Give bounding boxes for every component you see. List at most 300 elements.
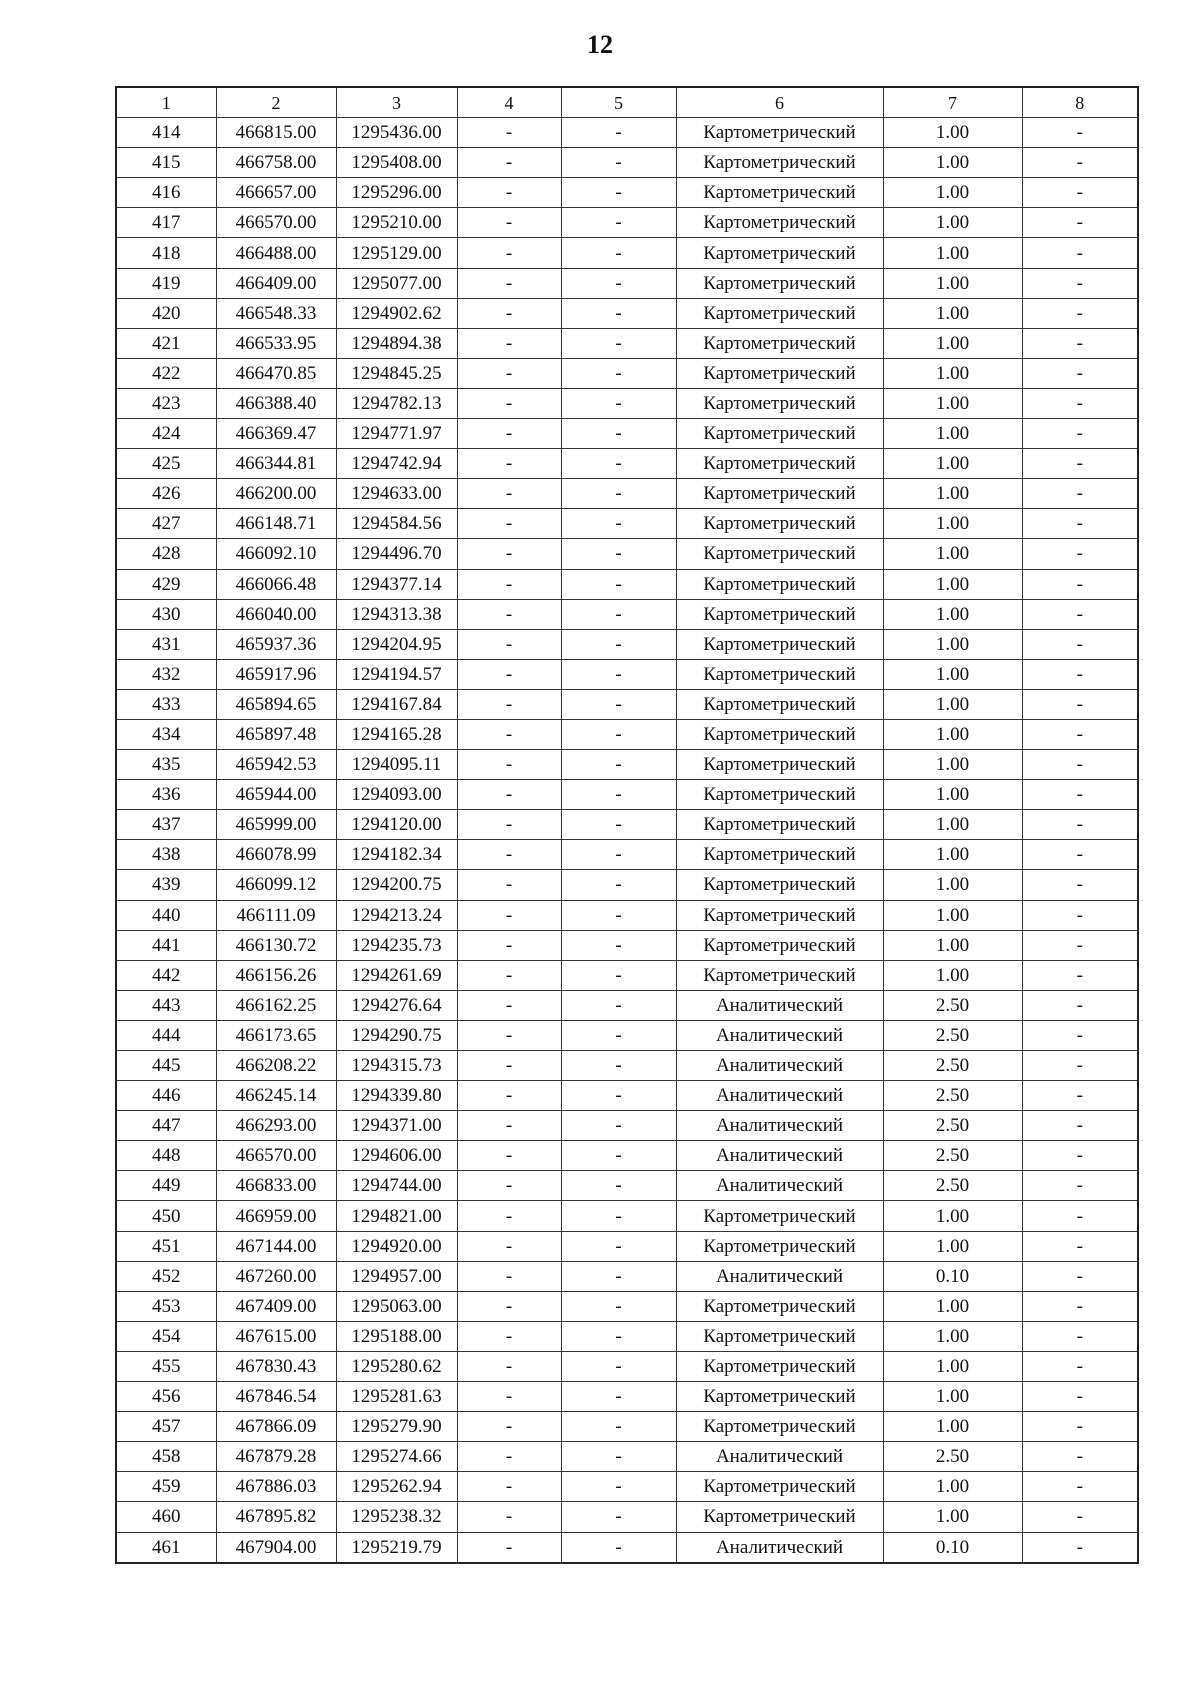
table-cell-col-4: - [457, 358, 561, 388]
table-cell-col-1: 432 [116, 659, 216, 689]
table-cell-col-8: - [1022, 1502, 1138, 1532]
table-row [116, 1351, 1138, 1381]
table-cell-col-4: - [457, 509, 561, 539]
table-row [116, 1532, 1138, 1563]
table-cell-col-4: - [457, 178, 561, 208]
table-cell-col-3: 1294261.69 [336, 960, 457, 990]
table-cell-col-3: 1294095.11 [336, 750, 457, 780]
table-cell-col-6: Аналитический [676, 1111, 883, 1141]
table-cell-col-5: - [561, 539, 676, 569]
table-cell-col-1: 429 [116, 569, 216, 599]
table-row [116, 810, 1138, 840]
table-cell-col-5: - [561, 118, 676, 148]
table-cell-col-8: - [1022, 479, 1138, 509]
table-cell-col-3: 1294371.00 [336, 1111, 457, 1141]
table-cell-col-1: 442 [116, 960, 216, 990]
table-cell-col-7: 1.00 [883, 629, 1022, 659]
column-header-3: 3 [336, 87, 457, 118]
table-cell-col-4: - [457, 659, 561, 689]
table-cell-col-2: 466488.00 [216, 238, 336, 268]
table-cell-col-4: - [457, 810, 561, 840]
table-cell-col-2: 466470.85 [216, 358, 336, 388]
table-cell-col-3: 1295210.00 [336, 208, 457, 238]
table-cell-col-5: - [561, 1442, 676, 1472]
table-cell-col-8: - [1022, 539, 1138, 569]
table-cell-col-2: 467846.54 [216, 1382, 336, 1412]
table-cell-col-3: 1294120.00 [336, 810, 457, 840]
table-cell-col-8: - [1022, 1111, 1138, 1141]
table-cell-col-1: 436 [116, 780, 216, 810]
column-header-2: 2 [216, 87, 336, 118]
table-cell-col-1: 439 [116, 870, 216, 900]
table-cell-col-4: - [457, 1382, 561, 1412]
table-cell-col-5: - [561, 1171, 676, 1201]
table-cell-col-2: 466111.09 [216, 900, 336, 930]
table-cell-col-8: - [1022, 388, 1138, 418]
table-cell-col-6: Картометрический [676, 810, 883, 840]
table-cell-col-4: - [457, 1111, 561, 1141]
table-cell-col-2: 466148.71 [216, 509, 336, 539]
table-cell-col-6: Картометрический [676, 780, 883, 810]
table-cell-col-5: - [561, 1141, 676, 1171]
table-cell-col-5: - [561, 689, 676, 719]
table-cell-col-4: - [457, 840, 561, 870]
table-cell-col-1: 437 [116, 810, 216, 840]
table-row [116, 930, 1138, 960]
table-cell-col-4: - [457, 1051, 561, 1081]
table-cell-col-5: - [561, 268, 676, 298]
table-cell-col-6: Картометрический [676, 388, 883, 418]
table-row [116, 629, 1138, 659]
table-cell-col-2: 466409.00 [216, 268, 336, 298]
table-cell-col-8: - [1022, 238, 1138, 268]
table-cell-col-7: 1.00 [883, 689, 1022, 719]
table-cell-col-6: Картометрический [676, 930, 883, 960]
table-cell-col-6: Картометрический [676, 449, 883, 479]
table-cell-col-4: - [457, 328, 561, 358]
table-cell-col-4: - [457, 990, 561, 1020]
table-cell-col-7: 1.00 [883, 1502, 1022, 1532]
table-cell-col-3: 1294165.28 [336, 719, 457, 749]
table-cell-col-6: Картометрический [676, 1502, 883, 1532]
table-cell-col-5: - [561, 1412, 676, 1442]
table-cell-col-1: 453 [116, 1291, 216, 1321]
table-row [116, 328, 1138, 358]
table-cell-col-7: 1.00 [883, 208, 1022, 238]
column-header-8: 8 [1022, 87, 1138, 118]
table-cell-col-8: - [1022, 900, 1138, 930]
table-cell-col-3: 1294167.84 [336, 689, 457, 719]
table-cell-col-1: 460 [116, 1502, 216, 1532]
table-cell-col-7: 2.50 [883, 1020, 1022, 1050]
table-cell-col-4: - [457, 1532, 561, 1563]
table-cell-col-3: 1295188.00 [336, 1321, 457, 1351]
table-cell-col-7: 1.00 [883, 810, 1022, 840]
table-cell-col-7: 1.00 [883, 539, 1022, 569]
column-header-6: 6 [676, 87, 883, 118]
table-cell-col-2: 465917.96 [216, 659, 336, 689]
table-row [116, 569, 1138, 599]
coordinates-table [115, 86, 1139, 1564]
table-cell-col-2: 467886.03 [216, 1472, 336, 1502]
table-cell-col-7: 1.00 [883, 1472, 1022, 1502]
table-cell-col-4: - [457, 569, 561, 599]
table-cell-col-2: 466570.00 [216, 1141, 336, 1171]
table-row [116, 1171, 1138, 1201]
table-cell-col-4: - [457, 900, 561, 930]
table-cell-col-2: 465894.65 [216, 689, 336, 719]
table-cell-col-7: 1.00 [883, 719, 1022, 749]
table-cell-col-4: - [457, 148, 561, 178]
table-cell-col-8: - [1022, 810, 1138, 840]
table-cell-col-6: Картометрический [676, 1382, 883, 1412]
table-cell-col-8: - [1022, 1231, 1138, 1261]
table-cell-col-6: Картометрический [676, 479, 883, 509]
table-cell-col-1: 425 [116, 449, 216, 479]
table-cell-col-6: Аналитический [676, 1261, 883, 1291]
table-cell-col-3: 1294894.38 [336, 328, 457, 358]
table-row [116, 388, 1138, 418]
table-cell-col-2: 466092.10 [216, 539, 336, 569]
table-cell-col-2: 466758.00 [216, 148, 336, 178]
table-cell-col-7: 2.50 [883, 1111, 1022, 1141]
table-cell-col-4: - [457, 930, 561, 960]
table-cell-col-4: - [457, 539, 561, 569]
table-cell-col-8: - [1022, 178, 1138, 208]
table-cell-col-3: 1294093.00 [336, 780, 457, 810]
table-cell-col-3: 1294276.64 [336, 990, 457, 1020]
table-cell-col-6: Картометрический [676, 328, 883, 358]
table-cell-col-5: - [561, 358, 676, 388]
table-cell-col-2: 467830.43 [216, 1351, 336, 1381]
table-cell-col-1: 416 [116, 178, 216, 208]
table-cell-col-6: Картометрический [676, 118, 883, 148]
table-cell-col-8: - [1022, 268, 1138, 298]
table-cell-col-2: 467895.82 [216, 1502, 336, 1532]
table-cell-col-1: 444 [116, 1020, 216, 1050]
table-cell-col-6: Картометрический [676, 900, 883, 930]
table-cell-col-7: 1.00 [883, 1351, 1022, 1381]
table-cell-col-8: - [1022, 990, 1138, 1020]
table-cell-col-8: - [1022, 930, 1138, 960]
table-cell-col-4: - [457, 1502, 561, 1532]
table-cell-col-4: - [457, 1291, 561, 1321]
column-header-5: 5 [561, 87, 676, 118]
table-cell-col-1: 423 [116, 388, 216, 418]
table-cell-col-6: Картометрический [676, 358, 883, 388]
table-cell-col-1: 450 [116, 1201, 216, 1231]
table-cell-col-3: 1294204.95 [336, 629, 457, 659]
table-cell-col-1: 443 [116, 990, 216, 1020]
table-cell-col-6: Картометрический [676, 419, 883, 449]
table-cell-col-5: - [561, 960, 676, 990]
table-cell-col-4: - [457, 419, 561, 449]
table-cell-col-8: - [1022, 1081, 1138, 1111]
table-cell-col-7: 1.00 [883, 388, 1022, 418]
table-cell-col-8: - [1022, 1051, 1138, 1081]
table-cell-col-8: - [1022, 870, 1138, 900]
table-cell-col-8: - [1022, 509, 1138, 539]
table-cell-col-2: 466162.25 [216, 990, 336, 1020]
table-cell-col-2: 465897.48 [216, 719, 336, 749]
table-cell-col-3: 1294633.00 [336, 479, 457, 509]
table-cell-col-1: 415 [116, 148, 216, 178]
table-cell-col-5: - [561, 569, 676, 599]
table-cell-col-8: - [1022, 569, 1138, 599]
table-cell-col-7: 1.00 [883, 1291, 1022, 1321]
table-cell-col-7: 2.50 [883, 990, 1022, 1020]
table-cell-col-2: 465937.36 [216, 629, 336, 659]
table-cell-col-2: 466173.65 [216, 1020, 336, 1050]
table-cell-col-7: 1.00 [883, 238, 1022, 268]
column-header-4: 4 [457, 87, 561, 118]
table-cell-col-1: 445 [116, 1051, 216, 1081]
table-cell-col-4: - [457, 1412, 561, 1442]
table-cell-col-7: 1.00 [883, 569, 1022, 599]
table-cell-col-4: - [457, 118, 561, 148]
table-row [116, 238, 1138, 268]
table-cell-col-2: 466548.33 [216, 298, 336, 328]
table-cell-col-6: Картометрический [676, 298, 883, 328]
table-row [116, 1020, 1138, 1050]
table-cell-col-1: 455 [116, 1351, 216, 1381]
table-cell-col-3: 1294771.97 [336, 419, 457, 449]
table-cell-col-4: - [457, 750, 561, 780]
table-row [116, 659, 1138, 689]
table-cell-col-3: 1294606.00 [336, 1141, 457, 1171]
table-cell-col-3: 1294194.57 [336, 659, 457, 689]
table-row [116, 689, 1138, 719]
table-cell-col-2: 466040.00 [216, 599, 336, 629]
table-cell-col-6: Картометрический [676, 719, 883, 749]
table-cell-col-8: - [1022, 1472, 1138, 1502]
table-cell-col-5: - [561, 388, 676, 418]
table-cell-col-2: 465944.00 [216, 780, 336, 810]
table-cell-col-1: 459 [116, 1472, 216, 1502]
table-cell-col-5: - [561, 328, 676, 358]
table-cell-col-1: 446 [116, 1081, 216, 1111]
table-cell-col-5: - [561, 1321, 676, 1351]
table-cell-col-5: - [561, 599, 676, 629]
table-cell-col-5: - [561, 1231, 676, 1261]
table-cell-col-4: - [457, 388, 561, 418]
table-cell-col-1: 457 [116, 1412, 216, 1442]
table-cell-col-5: - [561, 990, 676, 1020]
table-cell-col-7: 1.00 [883, 1412, 1022, 1442]
table-cell-col-4: - [457, 208, 561, 238]
table-cell-col-1: 414 [116, 118, 216, 148]
table-cell-col-3: 1294742.94 [336, 449, 457, 479]
table-cell-col-3: 1294821.00 [336, 1201, 457, 1231]
table-cell-col-3: 1295238.32 [336, 1502, 457, 1532]
table-cell-col-3: 1294957.00 [336, 1261, 457, 1291]
table-cell-col-2: 466570.00 [216, 208, 336, 238]
table-cell-col-4: - [457, 1261, 561, 1291]
table-cell-col-1: 428 [116, 539, 216, 569]
table-row [116, 1502, 1138, 1532]
table-cell-col-8: - [1022, 358, 1138, 388]
table-cell-col-5: - [561, 238, 676, 268]
table-cell-col-4: - [457, 629, 561, 659]
table-cell-col-1: 452 [116, 1261, 216, 1291]
table-row [116, 1321, 1138, 1351]
table-cell-col-5: - [561, 449, 676, 479]
table-cell-col-1: 421 [116, 328, 216, 358]
table-cell-col-5: - [561, 840, 676, 870]
table-cell-col-3: 1294182.34 [336, 840, 457, 870]
table-cell-col-1: 440 [116, 900, 216, 930]
table-cell-col-2: 466130.72 [216, 930, 336, 960]
table-cell-col-8: - [1022, 1261, 1138, 1291]
table-cell-col-6: Аналитический [676, 1020, 883, 1050]
table-row [116, 599, 1138, 629]
table-cell-col-1: 441 [116, 930, 216, 960]
table-cell-col-4: - [457, 1201, 561, 1231]
table-row [116, 268, 1138, 298]
table-cell-col-5: - [561, 1111, 676, 1141]
table-cell-col-5: - [561, 1020, 676, 1050]
table-cell-col-3: 1294782.13 [336, 388, 457, 418]
table-cell-col-3: 1295274.66 [336, 1442, 457, 1472]
table-cell-col-6: Картометрический [676, 539, 883, 569]
table-cell-col-4: - [457, 1442, 561, 1472]
table-row [116, 419, 1138, 449]
table-cell-col-1: 435 [116, 750, 216, 780]
table-cell-col-1: 451 [116, 1231, 216, 1261]
table-cell-col-2: 466533.95 [216, 328, 336, 358]
table-cell-col-4: - [457, 298, 561, 328]
table-cell-col-5: - [561, 659, 676, 689]
table-cell-col-5: - [561, 148, 676, 178]
table-cell-col-6: Картометрический [676, 659, 883, 689]
table-row [116, 1291, 1138, 1321]
table-cell-col-2: 467879.28 [216, 1442, 336, 1472]
table-cell-col-1: 418 [116, 238, 216, 268]
table-row [116, 1051, 1138, 1081]
table-cell-col-7: 1.00 [883, 1201, 1022, 1231]
table-cell-col-7: 2.50 [883, 1081, 1022, 1111]
table-cell-col-7: 1.00 [883, 930, 1022, 960]
table-cell-col-3: 1294496.70 [336, 539, 457, 569]
table-cell-col-6: Аналитический [676, 990, 883, 1020]
table-cell-col-5: - [561, 930, 676, 960]
table-row [116, 208, 1138, 238]
table-cell-col-4: - [457, 449, 561, 479]
table-cell-col-3: 1295077.00 [336, 268, 457, 298]
table-cell-col-3: 1294845.25 [336, 358, 457, 388]
table-cell-col-3: 1294313.38 [336, 599, 457, 629]
table-row [116, 960, 1138, 990]
table-cell-col-4: - [457, 1141, 561, 1171]
table-cell-col-5: - [561, 750, 676, 780]
table-cell-col-8: - [1022, 1141, 1138, 1171]
table-cell-col-6: Картометрический [676, 960, 883, 990]
table-cell-col-5: - [561, 1051, 676, 1081]
table-cell-col-8: - [1022, 1412, 1138, 1442]
table-cell-col-1: 422 [116, 358, 216, 388]
table-cell-col-7: 1.00 [883, 870, 1022, 900]
table-cell-col-4: - [457, 780, 561, 810]
table-cell-col-8: - [1022, 599, 1138, 629]
table-cell-col-6: Картометрический [676, 599, 883, 629]
table-cell-col-1: 431 [116, 629, 216, 659]
table-cell-col-8: - [1022, 1351, 1138, 1381]
table-cell-col-7: 1.00 [883, 960, 1022, 990]
table-cell-col-8: - [1022, 1382, 1138, 1412]
table-cell-col-6: Картометрический [676, 178, 883, 208]
table-cell-col-3: 1295281.63 [336, 1382, 457, 1412]
table-cell-col-7: 1.00 [883, 178, 1022, 208]
table-cell-col-4: - [457, 960, 561, 990]
table-cell-col-8: - [1022, 1442, 1138, 1472]
table-cell-col-7: 2.50 [883, 1442, 1022, 1472]
table-cell-col-5: - [561, 479, 676, 509]
table-cell-col-8: - [1022, 118, 1138, 148]
table-cell-col-5: - [561, 1201, 676, 1231]
table-row [116, 479, 1138, 509]
table-row [116, 449, 1138, 479]
table-cell-col-3: 1294235.73 [336, 930, 457, 960]
table-cell-col-8: - [1022, 328, 1138, 358]
table-cell-col-8: - [1022, 719, 1138, 749]
table-row [116, 840, 1138, 870]
table-cell-col-5: - [561, 208, 676, 238]
table-cell-col-2: 466066.48 [216, 569, 336, 599]
table-cell-col-7: 1.00 [883, 118, 1022, 148]
table-row [116, 118, 1138, 148]
table-cell-col-1: 419 [116, 268, 216, 298]
table-cell-col-2: 466156.26 [216, 960, 336, 990]
table-cell-col-2: 467904.00 [216, 1532, 336, 1563]
table-cell-col-7: 1.00 [883, 900, 1022, 930]
table-cell-col-3: 1295129.00 [336, 238, 457, 268]
table-cell-col-6: Картометрический [676, 1231, 883, 1261]
table-cell-col-1: 461 [116, 1532, 216, 1563]
table-cell-col-1: 433 [116, 689, 216, 719]
table-cell-col-1: 434 [116, 719, 216, 749]
table-cell-col-1: 454 [116, 1321, 216, 1351]
table-cell-col-3: 1295280.62 [336, 1351, 457, 1381]
table-cell-col-8: - [1022, 1201, 1138, 1231]
table-cell-col-3: 1295296.00 [336, 178, 457, 208]
table-cell-col-6: Картометрический [676, 1412, 883, 1442]
table-cell-col-1: 420 [116, 298, 216, 328]
table-cell-col-1: 417 [116, 208, 216, 238]
table-cell-col-1: 458 [116, 1442, 216, 1472]
table-cell-col-7: 1.00 [883, 750, 1022, 780]
table-cell-col-7: 1.00 [883, 148, 1022, 178]
table-cell-col-2: 467144.00 [216, 1231, 336, 1261]
table-cell-col-4: - [457, 479, 561, 509]
table-cell-col-2: 466245.14 [216, 1081, 336, 1111]
table-row [116, 1442, 1138, 1472]
table-cell-col-5: - [561, 509, 676, 539]
table-row [116, 1261, 1138, 1291]
table-cell-col-6: Картометрический [676, 1291, 883, 1321]
table-row [116, 1231, 1138, 1261]
table-cell-col-3: 1294584.56 [336, 509, 457, 539]
table-cell-col-2: 465942.53 [216, 750, 336, 780]
table-cell-col-2: 466099.12 [216, 870, 336, 900]
table-cell-col-8: - [1022, 689, 1138, 719]
table-row [116, 1472, 1138, 1502]
table-row [116, 539, 1138, 569]
table-cell-col-8: - [1022, 298, 1138, 328]
table-cell-col-6: Картометрический [676, 208, 883, 238]
table-cell-col-4: - [457, 1171, 561, 1201]
table-cell-col-5: - [561, 178, 676, 208]
table-cell-col-1: 456 [116, 1382, 216, 1412]
